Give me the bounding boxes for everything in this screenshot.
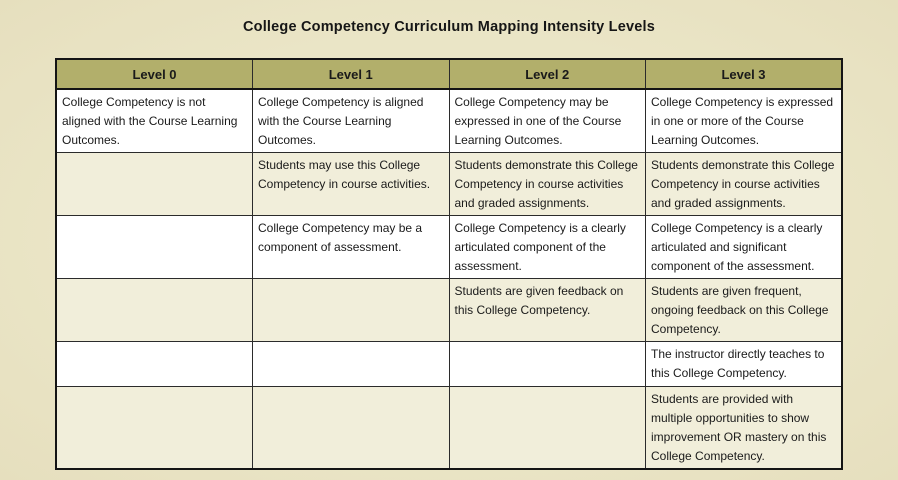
table-cell: Students demonstrate this College Competency in course activities and graded assignments. (646, 153, 843, 216)
table-cell: Students are given frequent, ongoing feedback on this College Competency. (646, 279, 843, 342)
table-cell (449, 387, 646, 470)
table-cell (253, 387, 450, 470)
competency-mapping-table (55, 58, 843, 470)
table-cell (56, 279, 253, 342)
table-cell: Students are given feedback on this College Competency. (449, 279, 646, 342)
table-row (56, 216, 842, 279)
table-cell: Students demonstrate this College Competency in course activities and graded assignments. (449, 153, 646, 216)
column-header-level-3: Level 3 (646, 59, 843, 89)
table-cell: College Competency may be expressed in one of the Course Learning Outcomes. (449, 89, 646, 153)
table-row (56, 342, 842, 387)
column-header-level-1: Level 1 (253, 59, 450, 89)
table-row (56, 387, 842, 470)
table-cell (56, 216, 253, 279)
table-cell (449, 342, 646, 387)
table-cell (253, 279, 450, 342)
table-cell (253, 342, 450, 387)
table-header-row (56, 59, 842, 89)
table-cell: College Competency is not aligned with the Course Learning Outcomes. (56, 89, 253, 153)
table-cell: College Competency is a clearly articulated component of the assessment. (449, 216, 646, 279)
table-cell: Students are provided with multiple opportunities to show improvement OR mastery on this College Competency. (646, 387, 843, 470)
column-header-level-2: Level 2 (449, 59, 646, 89)
table-cell: Students may use this College Competency in course activities. (253, 153, 450, 216)
table-cell: College Competency is a clearly articulated and significant component of the assessment. (646, 216, 843, 279)
table-cell (56, 342, 253, 387)
column-header-level-0: Level 0 (56, 59, 253, 89)
table-cell: The instructor directly teaches to this College Competency. (646, 342, 843, 387)
table-cell (56, 387, 253, 470)
table-row (56, 153, 842, 216)
table-cell: College Competency may be a component of assessment. (253, 216, 450, 279)
table-row (56, 89, 842, 153)
table-cell: College Competency is expressed in one or more of the Course Learning Outcomes. (646, 89, 843, 153)
table-cell (56, 153, 253, 216)
page-title: College Competency Curriculum Mapping Intensity Levels (242, 19, 656, 35)
table-cell: College Competency is aligned with the Course Learning Outcomes. (253, 89, 450, 153)
table-row (56, 279, 842, 342)
